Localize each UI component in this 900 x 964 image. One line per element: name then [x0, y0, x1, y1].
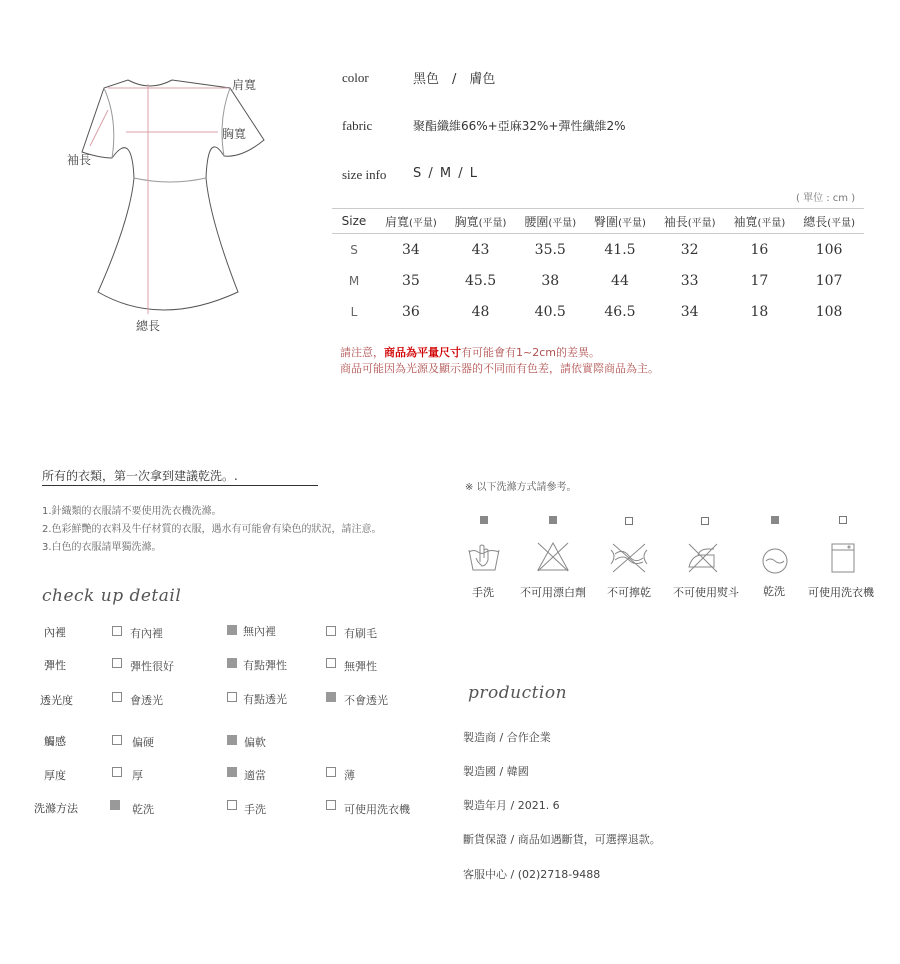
table-cell: 38 — [541, 272, 560, 289]
size-table-header-cell: 腰圍(平量) — [515, 209, 585, 234]
size-table-header-cell: 袖長(平量) — [655, 209, 725, 234]
table-cell: 16 — [750, 241, 769, 258]
table-cell: 107 — [815, 272, 843, 289]
production-item: 製造商 / 合作企業 — [463, 731, 551, 744]
detail-checkbox — [112, 692, 122, 702]
table-cell: 44 — [611, 272, 629, 289]
no-bleach-icon — [535, 540, 571, 574]
detail-checkbox — [227, 625, 237, 635]
washing-machine-icon — [829, 542, 857, 574]
dry-clean-icon — [760, 546, 790, 576]
table-cell: 41.5 — [604, 241, 636, 258]
care-label: 不可使用熨斗 — [673, 586, 739, 599]
notice-line-1: 請注意，商品為平量尺寸有可能會有1~2cm的差異。 — [340, 346, 600, 359]
detail-option: 偏硬 — [132, 736, 154, 749]
dress-diagram — [60, 70, 280, 340]
size-info-label: size info — [342, 167, 387, 182]
detail-row-name: 觸感 — [44, 735, 66, 748]
size-table-header-cell: 肩寬(平量) — [376, 209, 446, 234]
wash-note-item: 2.色彩鮮艷的衣料及牛仔材質的衣服，遇水有可能會有染色的狀況，請注意。 — [42, 524, 382, 535]
detail-checkbox — [112, 735, 122, 745]
check-detail-title: check up detail — [42, 586, 182, 606]
care-checkbox — [480, 516, 488, 524]
production-item: 斷貨保證 / 商品如遇斷貨，可選擇退款。 — [463, 833, 661, 846]
size-table — [332, 208, 864, 327]
detail-row-name: 彈性 — [44, 659, 66, 672]
table-cell: M — [348, 273, 360, 288]
chest-label: 胸寬 — [222, 127, 247, 141]
production-item: 製造國 / 韓國 — [463, 765, 529, 778]
detail-checkbox — [112, 767, 122, 777]
table-cell: 108 — [815, 303, 843, 320]
wash-notes-divider — [42, 485, 318, 486]
detail-checkbox — [227, 692, 237, 702]
table-cell: 106 — [815, 241, 843, 258]
fabric-label: fabric — [342, 118, 373, 133]
size-table-header-cell: 袖寬(平量) — [725, 209, 795, 234]
table-cell: 48 — [471, 303, 490, 320]
detail-option: 手洗 — [244, 803, 266, 816]
care-label: 不可用漂白劑 — [520, 586, 586, 599]
detail-option: 彈性很好 — [130, 660, 174, 673]
detail-row-name: 厚度 — [44, 769, 66, 782]
size-table-header-cell: 臀圍(平量) — [585, 209, 655, 234]
length-label: 總長 — [136, 319, 161, 333]
table-cell: 17 — [750, 272, 769, 289]
table-row — [332, 265, 864, 296]
detail-checkbox — [110, 800, 120, 810]
detail-option: 無內裡 — [243, 625, 276, 638]
detail-option: 乾洗 — [132, 803, 154, 816]
detail-checkbox — [112, 626, 122, 636]
table-cell: S — [350, 242, 358, 257]
detail-option: 無彈性 — [344, 660, 377, 673]
unit-note: ( 單位 : cm ) — [796, 193, 856, 204]
size-table-header-cell: 總長(平量) — [794, 209, 864, 234]
size-info-value: S / M / L — [413, 166, 477, 181]
color-label: color — [342, 70, 369, 85]
detail-checkbox — [227, 800, 237, 810]
detail-row-name: 內裡 — [44, 626, 66, 639]
table-cell: 18 — [750, 303, 769, 320]
detail-option: 厚 — [132, 769, 143, 782]
care-label: 可使用洗衣機 — [808, 586, 874, 599]
shoulder-label: 肩寬 — [232, 78, 257, 92]
size-table-header-cell: 胸寬(平量) — [446, 209, 516, 234]
wash-note-item: 3.白色的衣服請單獨洗滌。 — [42, 542, 162, 553]
care-checkbox — [625, 517, 633, 525]
care-label: 不可擰乾 — [607, 586, 651, 599]
table-cell: 35.5 — [534, 241, 566, 258]
fabric-value: 聚酯纖維66%+亞麻32%+彈性纖維2% — [413, 119, 626, 133]
table-cell: L — [350, 304, 358, 319]
detail-checkbox — [326, 692, 336, 702]
care-note: ※ 以下洗滌方式請參考。 — [465, 482, 577, 493]
detail-option: 會透光 — [130, 694, 163, 707]
care-checkbox — [839, 516, 847, 524]
care-checkbox — [549, 516, 557, 524]
detail-checkbox — [326, 626, 336, 636]
no-iron-icon — [686, 541, 720, 575]
size-table-header-cell: Size — [332, 209, 376, 234]
care-label: 乾洗 — [763, 585, 785, 598]
detail-checkbox — [227, 658, 237, 668]
detail-checkbox — [227, 767, 237, 777]
detail-option: 有內裡 — [130, 627, 163, 640]
care-label: 手洗 — [472, 586, 494, 599]
table-cell: 35 — [401, 272, 420, 289]
production-title: production — [468, 683, 568, 703]
sleeve-label: 袖長 — [67, 153, 92, 167]
care-checkbox — [771, 516, 779, 524]
detail-option: 不會透光 — [344, 694, 388, 707]
detail-checkbox — [112, 658, 122, 668]
detail-checkbox — [326, 658, 336, 668]
wash-notes-title: 所有的衣類，第一次拿到建議乾洗。. — [42, 469, 238, 483]
detail-checkbox — [326, 800, 336, 810]
wash-note-item: 1.針織類的衣服請不要使用洗衣機洗滌。 — [42, 506, 222, 517]
table-cell: 46.5 — [604, 303, 636, 320]
production-item: 製造年月 / 2021. 6 — [463, 799, 560, 812]
table-row — [332, 296, 864, 327]
detail-checkbox — [326, 767, 336, 777]
no-wring-icon — [609, 542, 649, 574]
table-cell: 36 — [401, 303, 420, 320]
table-cell: 32 — [680, 241, 699, 258]
care-checkbox — [701, 517, 709, 525]
table-cell: 45.5 — [464, 272, 497, 289]
notice-highlight: 商品為平量尺寸 — [384, 346, 461, 359]
production-item: 客服中心 / (02)2718-9488 — [463, 868, 601, 881]
notice-line-2: 商品可能因為光源及顯示器的不同而有色差，請依實際商品為主。 — [340, 362, 659, 375]
detail-row-name: 透光度 — [40, 694, 73, 707]
table-cell: 34 — [680, 303, 699, 320]
table-cell: 40.5 — [534, 303, 566, 320]
table-cell: 34 — [401, 241, 420, 258]
color-value: 黑色 / 膚色 — [413, 72, 496, 87]
table-cell: 43 — [471, 241, 490, 258]
detail-option: 有點透光 — [243, 693, 287, 706]
detail-option: 薄 — [344, 769, 355, 782]
detail-option: 偏軟 — [244, 736, 266, 749]
size-table-header — [332, 209, 864, 234]
detail-option: 適當 — [244, 769, 266, 782]
hand-wash-icon — [466, 540, 502, 574]
table-row — [332, 234, 864, 266]
table-cell: 33 — [680, 272, 699, 289]
detail-option: 有刷毛 — [344, 627, 377, 640]
detail-row-name: 洗滌方法 — [34, 802, 78, 815]
detail-checkbox — [227, 735, 237, 745]
detail-option: 可使用洗衣機 — [344, 803, 410, 816]
detail-option: 有點彈性 — [243, 659, 287, 672]
